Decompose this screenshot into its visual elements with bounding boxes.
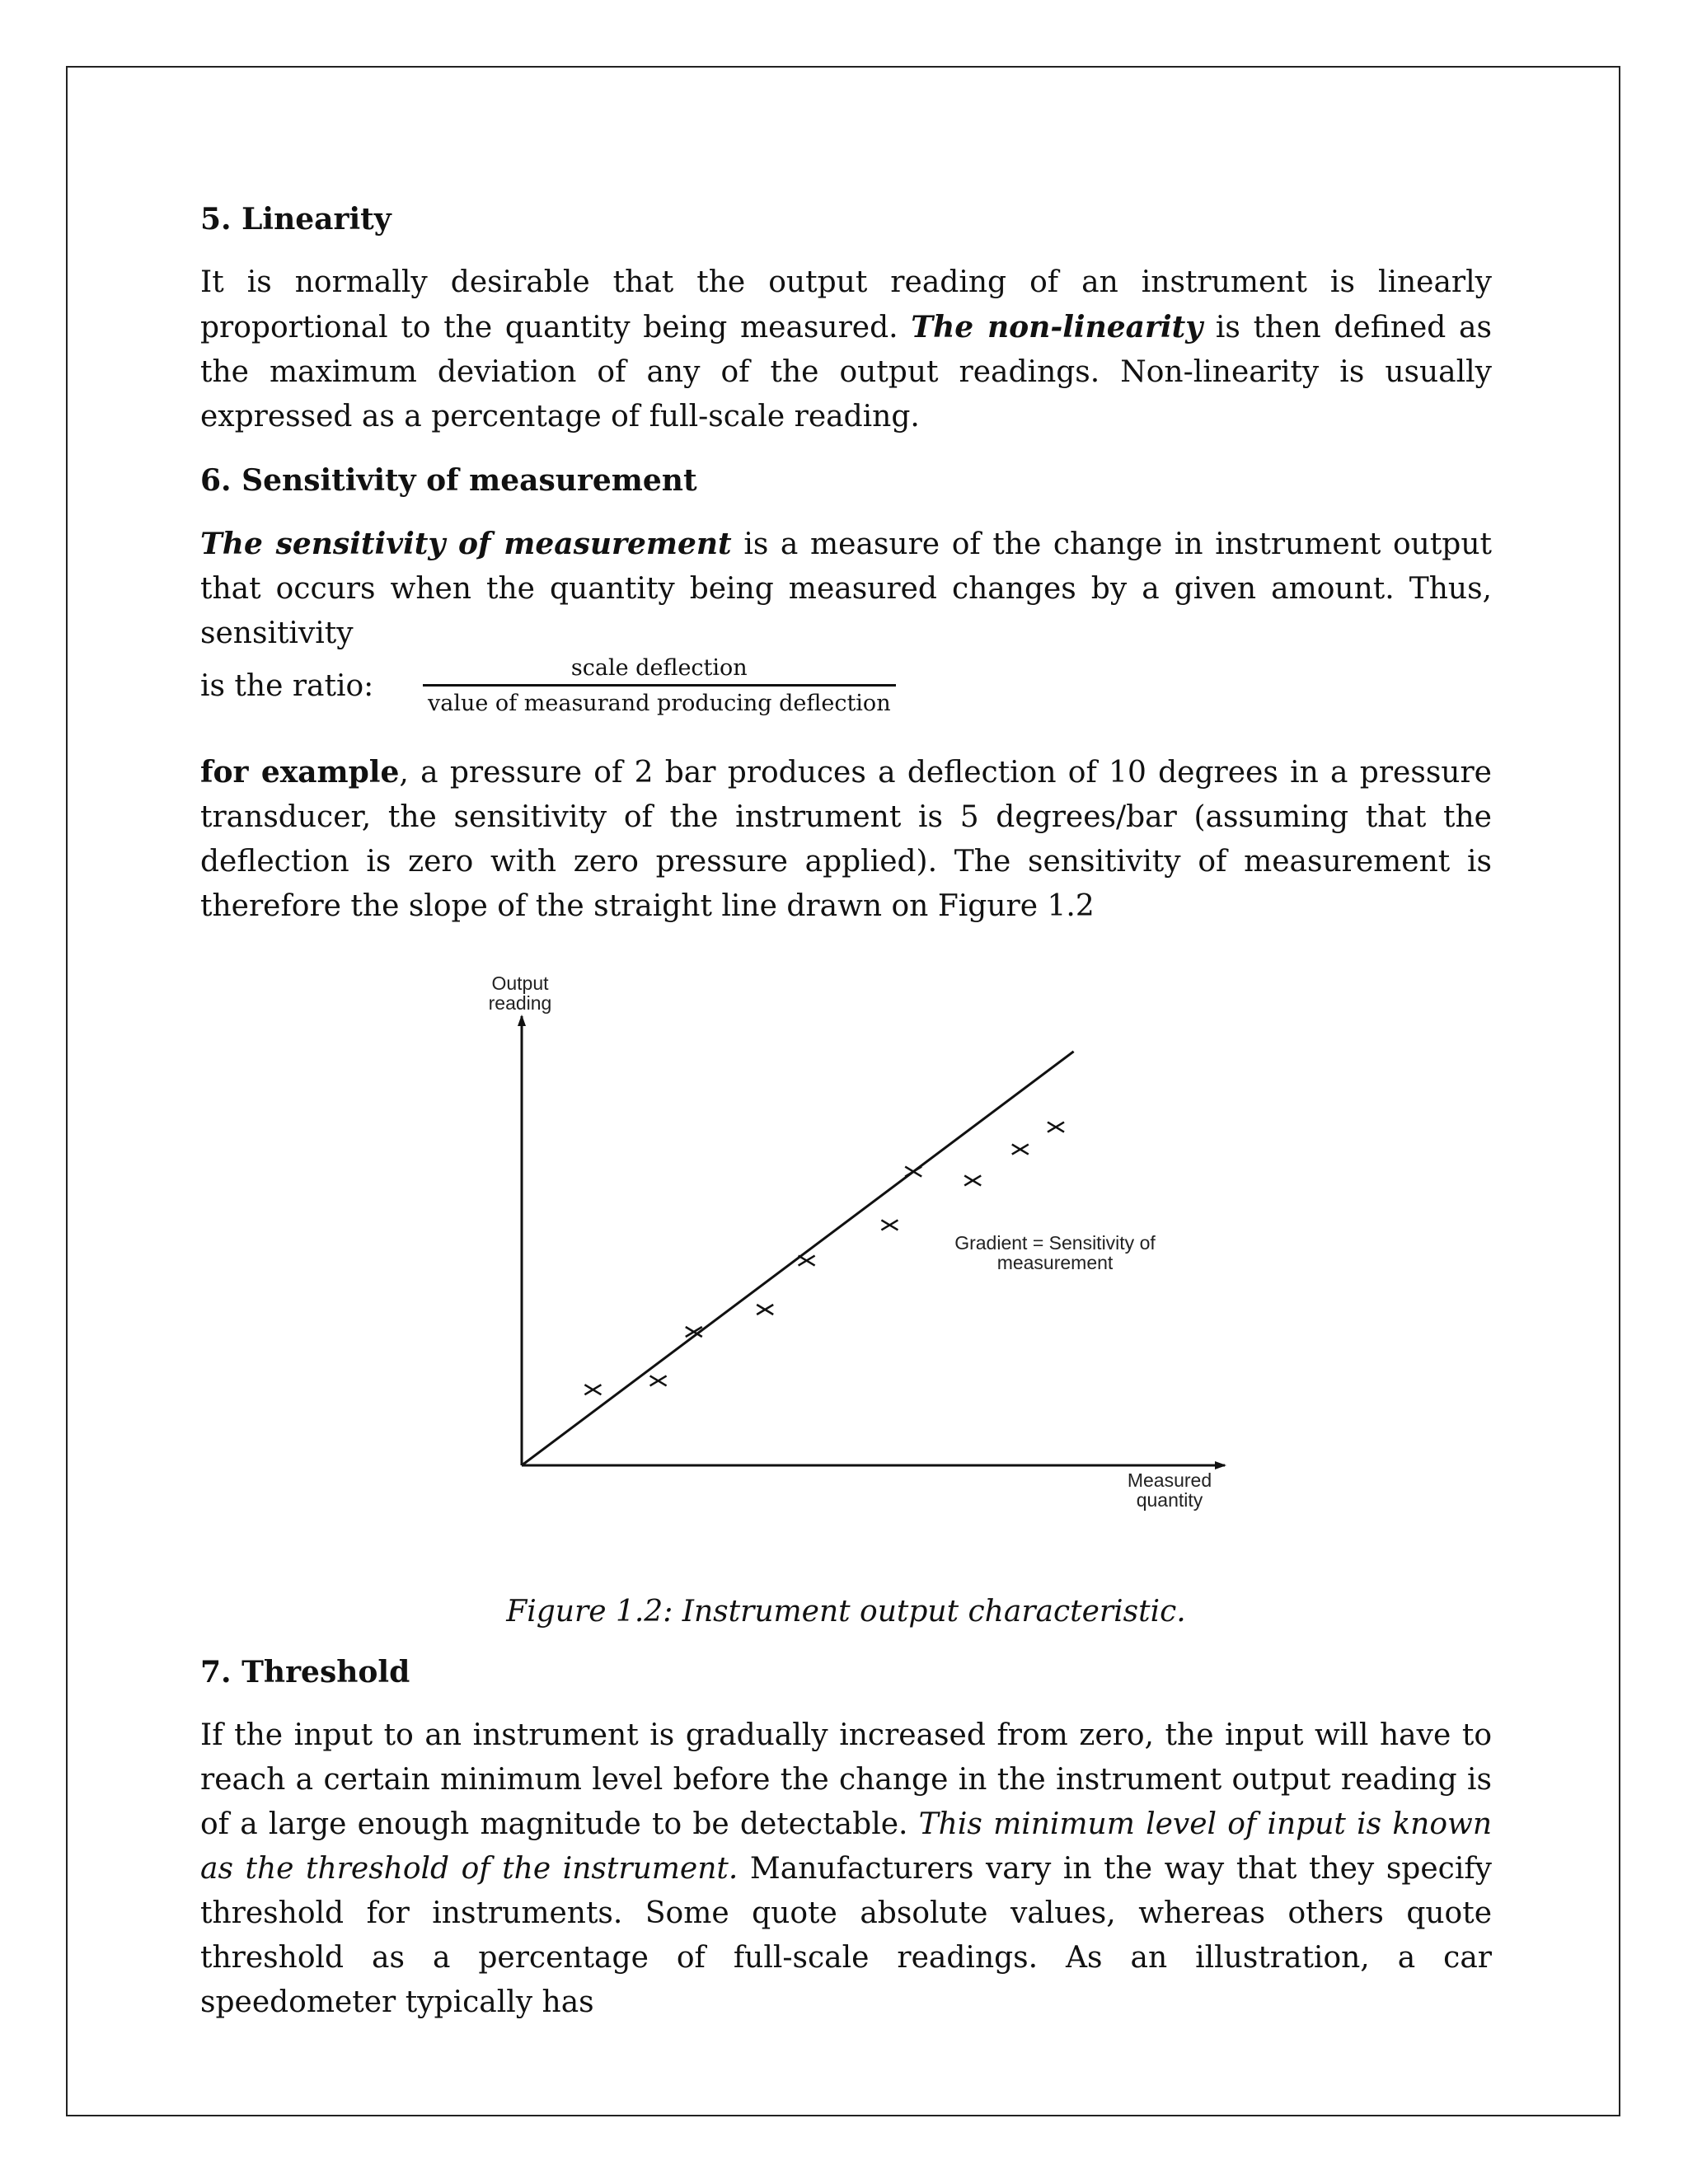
document-body <box>200 196 1492 2043</box>
data-point-6 <box>881 1220 898 1230</box>
data-points <box>584 1122 1064 1395</box>
data-point-8 <box>964 1175 981 1185</box>
sensitivity-ratio <box>200 651 1492 720</box>
ratio-fraction <box>423 653 896 719</box>
output-characteristic-chart <box>200 957 1492 1591</box>
data-point-10 <box>1048 1122 1064 1132</box>
y-axis-label-line1: Output <box>491 972 549 994</box>
section-heading-threshold: 7. Threshold <box>200 1655 410 1690</box>
ratio-denominator: value of measurand producing deflection <box>423 684 896 719</box>
linearity-paragraph: It is normally desirable that the output reading of an instrument is linearly proportional to the quantity being measured. The non-linearity is then defined as the maximum deviation of any of the output readings. Non-linearity is usually expressed as a percentage of full-scale reading. <box>200 265 1492 434</box>
data-point-1 <box>584 1385 601 1394</box>
data-point-9 <box>1012 1145 1029 1155</box>
figure-caption: Figure 1.2: Instrument output characteristic. <box>506 1595 1186 1629</box>
data-point-5 <box>799 1256 815 1266</box>
example-label: for example <box>200 755 400 790</box>
x-axis-label-line2: quantity <box>1136 1489 1203 1511</box>
sensitivity-term: The sensitivity of measurement <box>200 527 732 561</box>
data-point-2 <box>650 1376 667 1385</box>
threshold-paragraph: If the input to an instrument is gradually increased from zero, the input will have to reach a certain minimum level before the change in the instrument output reading is of a large enough magnitude to be detectable. This minimum level of input is known as the threshold of the instrument. Manufacturers vary in the way that they specify threshold for instruments. Some quote absolute values, whereas others quote threshold as a percentage of full-scale readings. As an illustration, a car speedometer typically has <box>200 1718 1492 2019</box>
y-axis-label-line2: reading <box>488 992 552 1014</box>
ratio-numerator: scale deflection <box>570 654 748 681</box>
data-point-7 <box>905 1167 921 1177</box>
gradient-annotation-line2: measurement <box>996 1252 1114 1273</box>
ratio-label: is the ratio: <box>200 668 374 703</box>
threshold-definition: This minimum level of input is known as the threshold of the instrument. <box>200 1807 1492 1886</box>
x-axis-label-line1: Measured <box>1127 1469 1212 1491</box>
gradient-annotation-line1: Gradient = Sensitivity of <box>954 1232 1156 1254</box>
section-heading-linearity: 5. Linearity <box>200 202 392 237</box>
section-heading-sensitivity: 6. Sensitivity of measurement <box>200 463 697 498</box>
figure-1-2 <box>200 957 1492 1591</box>
best-fit-line <box>522 1052 1074 1465</box>
example-paragraph: for example, a pressure of 2 bar produces a deflection of 10 degrees in a pressure transducer, the sensitivity of the instrument is 5 degrees/bar (assuming that the deflection is zero with zero pressure applied). The sensitivity of measurement is therefore the slope of the straight line drawn on Figure 1.2 <box>200 755 1492 923</box>
sensitivity-paragraph: The sensitivity of measurement is a measure of the change in instrument output that occurs when the quantity being measured changes by a given amount. Thus, sensitivity <box>200 527 1492 650</box>
non-linearity-term: The non-linearity <box>911 310 1203 344</box>
data-point-4 <box>757 1305 773 1315</box>
